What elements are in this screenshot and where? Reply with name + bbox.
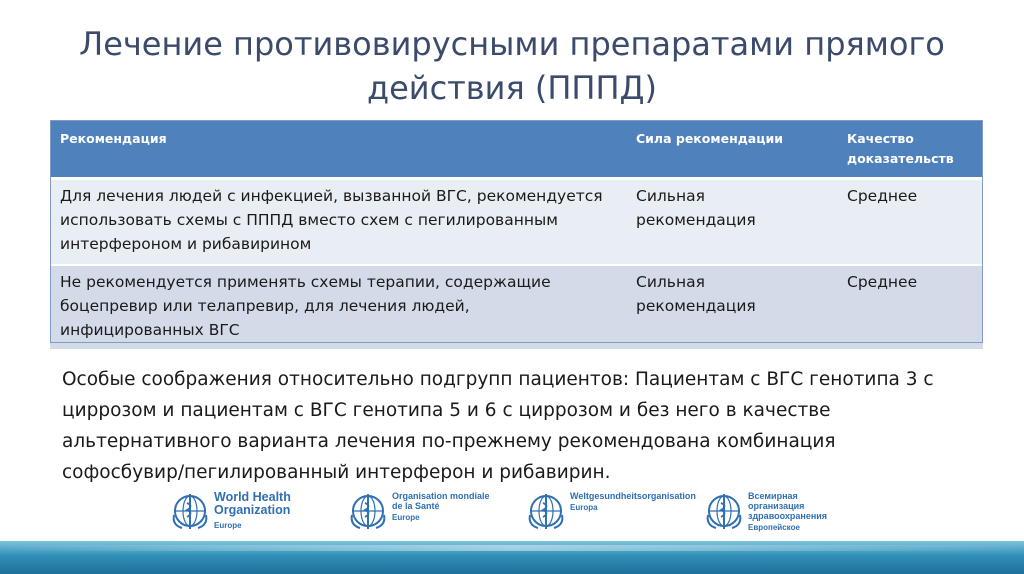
logo-who-fr: [348, 491, 498, 535]
logo-who-de: [526, 491, 696, 535]
recommendation-cell: Для лечения людей с инфекцией, вызванной ВГС, рекомендуется использовать схемы с ПППД вместо схем с пегилированным интерфероном и рибавирином: [50, 179, 626, 265]
who-emblem-icon: [348, 491, 388, 531]
recommendations-table: [50, 120, 983, 349]
logo-region: Europa: [570, 503, 598, 512]
who-emblem-icon: [526, 491, 566, 531]
logo-region: Europe: [214, 521, 242, 530]
subgroup-note: Особые соображения относительно подгрупп пациентов: Пациентам с ВГС генотипа 3 с циррозом и пациентам с ВГС генотипа 5 и 6 с циррозом и без него в качестве альтернативного варианта лечения по-прежнему рекомендована комбинация софосбувир/пегилированный интерферон и рибавирин.: [62, 369, 934, 483]
header-strength: Сила рекомендации: [626, 120, 837, 179]
footer-stripe: [0, 545, 1024, 551]
logo-name: Всемирная организация здравоохранения: [748, 491, 828, 521]
evidence-quality-cell: Среднее: [837, 265, 983, 349]
slide-title-line-1: Лечение противовирусными препаратами прямого: [79, 25, 945, 63]
table-row: [50, 265, 983, 349]
logo-who-en: [170, 491, 320, 535]
slide-title: [60, 22, 964, 110]
header-evidence-quality: Качество доказательств: [837, 120, 983, 179]
who-emblem-icon: [704, 491, 744, 531]
evidence-quality-cell: Среднее: [837, 179, 983, 265]
table-row: [50, 179, 983, 265]
logo-region: Европейское: [748, 523, 800, 532]
header-recommendation: Рекомендация: [50, 120, 626, 179]
footer-band: [0, 541, 1024, 574]
logo-who-ru: [704, 491, 854, 535]
recommendation-cell: Не рекомендуется применять схемы терапии, содержащие боцепревир или телапревир, для лечения людей, инфицированных ВГС: [50, 265, 626, 349]
slide-title-line-2: действия (ПППД): [366, 69, 658, 107]
strength-cell: Сильная рекомендация: [626, 265, 837, 349]
strength-cell: Сильная рекомендация: [626, 179, 837, 265]
logo-name: Weltgesundheitsorganisation: [570, 491, 696, 501]
table-header-row: [50, 120, 983, 179]
who-logos-strip: [170, 491, 870, 535]
logo-name: World Health Organization: [214, 490, 291, 517]
who-emblem-icon: [170, 491, 210, 531]
logo-name: Organisation mondiale de la Santé: [392, 491, 490, 511]
logo-region: Europe: [392, 513, 420, 522]
